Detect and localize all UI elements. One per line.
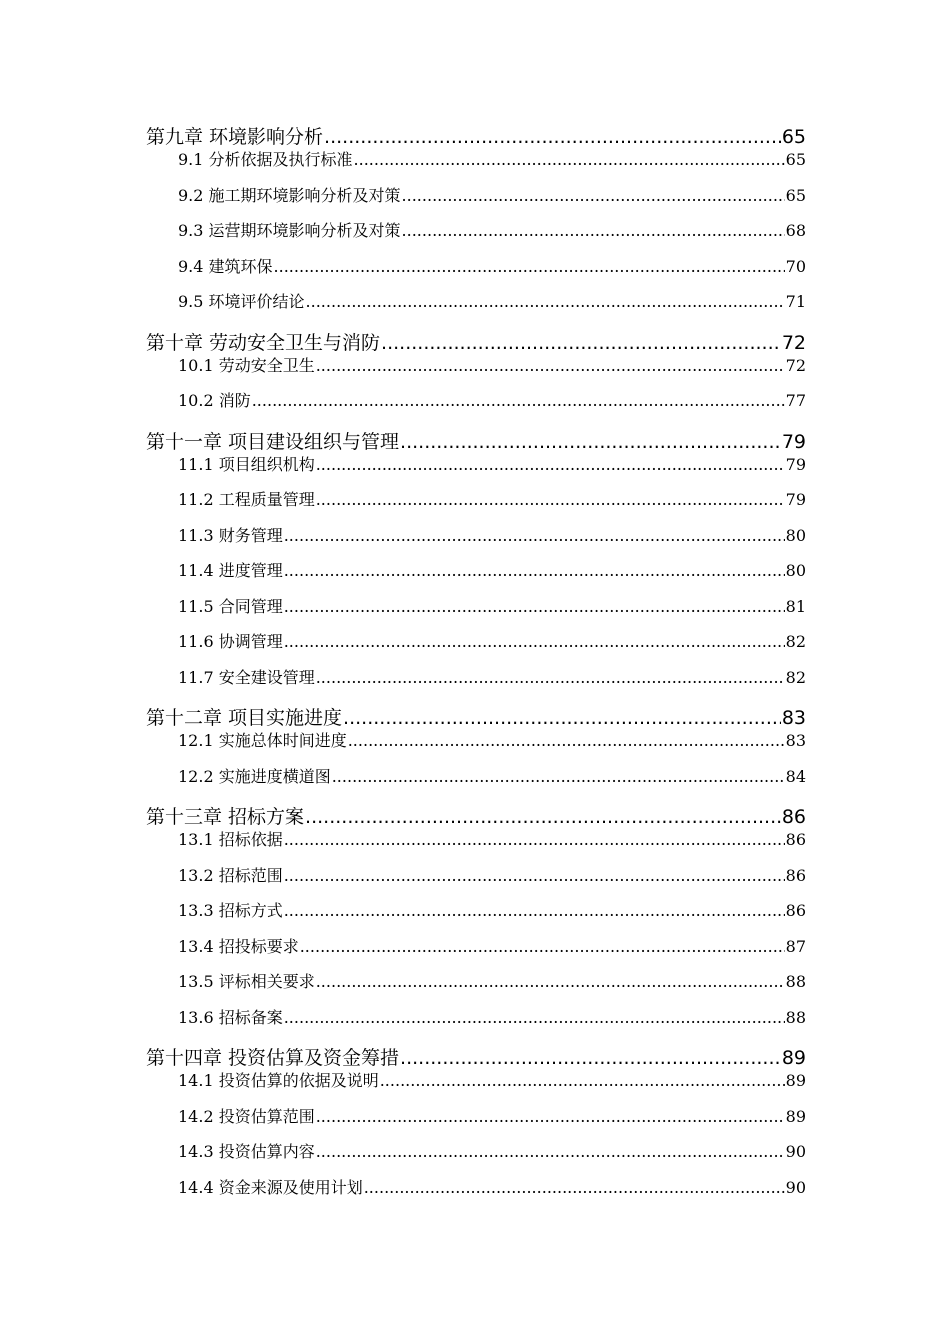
dot-leader (400, 1045, 781, 1071)
toc-entry-title: 14.2 投资估算范围 (178, 1106, 315, 1126)
toc-entry-title: 9.3 运营期环境影响分析及对策 (178, 221, 401, 240)
toc-section-entry[interactable] (146, 830, 806, 866)
toc-entry-page-number: 82 (785, 667, 806, 687)
dot-leader (305, 804, 781, 830)
toc-section-entry[interactable] (146, 455, 806, 491)
toc-entry-page-number: 83 (785, 731, 806, 750)
dot-leader (380, 1071, 785, 1091)
toc-entry-title: 13.1 招标依据 (178, 830, 283, 849)
toc-entry-page-number: 90 (785, 1177, 806, 1197)
toc-entry-page-number: 77 (785, 391, 806, 410)
dot-leader (274, 257, 785, 277)
dot-leader (284, 1008, 785, 1028)
toc-entry-title: 11.7 安全建设管理 (178, 667, 315, 687)
toc-entry-title: 9.2 施工期环境影响分析及对策 (178, 185, 401, 205)
toc-entry-title: 10.2 消防 (178, 391, 251, 410)
dot-leader (284, 632, 785, 652)
toc-entry-page-number: 70 (785, 256, 806, 276)
dot-leader (284, 561, 785, 581)
toc-entry-page-number: 84 (785, 766, 806, 786)
toc-entry-title: 11.2 工程质量管理 (178, 490, 315, 509)
dot-leader (316, 972, 785, 992)
toc-chapter-entry[interactable] (146, 330, 806, 356)
toc-entry-page-number: 83 (781, 707, 806, 729)
table-of-contents (146, 122, 806, 1213)
toc-section-entry[interactable] (146, 292, 806, 328)
toc-chapter-entry[interactable] (146, 705, 806, 731)
toc-entry-page-number: 86 (785, 830, 806, 849)
toc-section-entry[interactable] (146, 1142, 806, 1178)
dot-leader (284, 526, 785, 546)
toc-entry-page-number: 79 (785, 454, 806, 474)
toc-section-entry[interactable] (146, 1107, 806, 1143)
toc-entry-page-number: 79 (785, 490, 806, 509)
toc-entry-page-number: 90 (785, 1142, 806, 1161)
dot-leader (348, 731, 785, 751)
toc-section-entry[interactable] (146, 731, 806, 767)
toc-section-entry[interactable] (146, 356, 806, 392)
dot-leader (332, 767, 785, 787)
dot-leader (284, 597, 785, 617)
toc-entry-title: 13.2 招标范围 (178, 865, 283, 885)
toc-entry-page-number: 89 (785, 1106, 806, 1126)
toc-section-entry[interactable] (146, 972, 806, 1008)
toc-section-entry[interactable] (146, 1071, 806, 1107)
toc-entry-title: 11.3 财务管理 (178, 525, 283, 545)
dot-leader (284, 866, 785, 886)
toc-entry-title: 第十一章 项目建设组织与管理 (146, 430, 400, 453)
toc-entry-title: 11.5 合同管理 (178, 596, 283, 616)
toc-entry-page-number: 82 (785, 632, 806, 651)
toc-entry-title: 14.3 投资估算内容 (178, 1142, 315, 1161)
dot-leader (316, 668, 785, 688)
toc-entry-page-number: 81 (785, 596, 806, 616)
dot-leader (284, 901, 785, 921)
toc-section-entry[interactable] (146, 1178, 806, 1214)
toc-chapter-entry[interactable] (146, 429, 806, 455)
toc-section-entry[interactable] (146, 221, 806, 257)
toc-section-entry[interactable] (146, 526, 806, 562)
dot-leader (343, 705, 781, 731)
toc-entry-page-number: 65 (781, 126, 806, 148)
dot-leader (402, 186, 785, 206)
dot-leader (400, 429, 781, 455)
toc-section-entry[interactable] (146, 391, 806, 427)
toc-section-entry[interactable] (146, 150, 806, 186)
toc-entry-page-number: 89 (785, 1071, 806, 1090)
toc-chapter-entry[interactable] (146, 1045, 806, 1071)
toc-entry-title: 9.4 建筑环保 (178, 256, 273, 276)
toc-entry-page-number: 88 (785, 972, 806, 991)
toc-entry-title: 11.4 进度管理 (178, 561, 283, 580)
toc-section-entry[interactable] (146, 767, 806, 803)
dot-leader (402, 221, 785, 241)
toc-entry-page-number: 65 (785, 185, 806, 205)
toc-entry-title: 13.5 评标相关要求 (178, 972, 315, 991)
toc-entry-page-number: 89 (781, 1047, 806, 1069)
toc-chapter-entry[interactable] (146, 124, 806, 150)
toc-entry-page-number: 87 (785, 936, 806, 956)
dot-leader (300, 937, 785, 957)
toc-entry-page-number: 72 (785, 355, 806, 375)
toc-entry-title: 第十四章 投资估算及资金筹措 (146, 1047, 400, 1069)
toc-section-entry[interactable] (146, 632, 806, 668)
toc-entry-title: 13.3 招标方式 (178, 901, 283, 920)
toc-entry-page-number: 68 (785, 221, 806, 240)
toc-section-entry[interactable] (146, 866, 806, 902)
toc-entry-page-number: 86 (785, 865, 806, 885)
toc-section-entry[interactable] (146, 937, 806, 973)
toc-entry-page-number: 88 (785, 1007, 806, 1027)
dot-leader (316, 1142, 785, 1162)
toc-entry-title: 第九章 环境影响分析 (146, 126, 324, 148)
toc-entry-page-number: 79 (781, 430, 806, 453)
dot-leader (252, 391, 785, 411)
toc-section-entry[interactable] (146, 186, 806, 222)
dot-leader (284, 830, 785, 850)
dot-leader (354, 150, 785, 170)
dot-leader (324, 124, 781, 150)
toc-entry-title: 13.6 招标备案 (178, 1007, 283, 1027)
toc-section-entry[interactable] (146, 490, 806, 526)
toc-entry-page-number: 65 (785, 150, 806, 169)
dot-leader (316, 490, 785, 510)
toc-entry-page-number: 71 (785, 292, 806, 311)
toc-entry-title: 第十章 劳动安全卫生与消防 (146, 331, 381, 354)
toc-entry-title: 13.4 招投标要求 (178, 936, 299, 956)
toc-entry-page-number: 80 (785, 561, 806, 580)
toc-entry-title: 12.2 实施进度横道图 (178, 766, 331, 786)
toc-entry-title: 12.1 实施总体时间进度 (178, 731, 347, 750)
toc-entry-title: 9.1 分析依据及执行标准 (178, 150, 353, 169)
toc-entry-title: 14.1 投资估算的依据及说明 (178, 1071, 379, 1090)
toc-section-entry[interactable] (146, 668, 806, 704)
dot-leader (316, 356, 785, 376)
toc-entry-title: 14.4 资金来源及使用计划 (178, 1177, 363, 1197)
dot-leader (316, 1107, 785, 1127)
toc-entry-title: 9.5 环境评价结论 (178, 292, 305, 311)
toc-entry-title: 第十三章 招标方案 (146, 806, 305, 828)
toc-entry-page-number: 80 (785, 525, 806, 545)
toc-entry-page-number: 86 (785, 901, 806, 920)
toc-entry-title: 第十二章 项目实施进度 (146, 707, 343, 729)
toc-section-entry[interactable] (146, 561, 806, 597)
dot-leader (316, 455, 785, 475)
toc-section-entry[interactable] (146, 901, 806, 937)
toc-chapter-entry[interactable] (146, 804, 806, 830)
toc-section-entry[interactable] (146, 1008, 806, 1044)
toc-section-entry[interactable] (146, 597, 806, 633)
dot-leader (306, 292, 785, 312)
toc-entry-title: 10.1 劳动安全卫生 (178, 355, 315, 375)
toc-entry-title: 11.6 协调管理 (178, 632, 283, 651)
toc-section-entry[interactable] (146, 257, 806, 293)
toc-entry-title: 11.1 项目组织机构 (178, 454, 315, 474)
dot-leader (381, 330, 781, 356)
dot-leader (364, 1178, 785, 1198)
toc-entry-page-number: 86 (781, 806, 806, 828)
toc-entry-page-number: 72 (781, 331, 806, 354)
